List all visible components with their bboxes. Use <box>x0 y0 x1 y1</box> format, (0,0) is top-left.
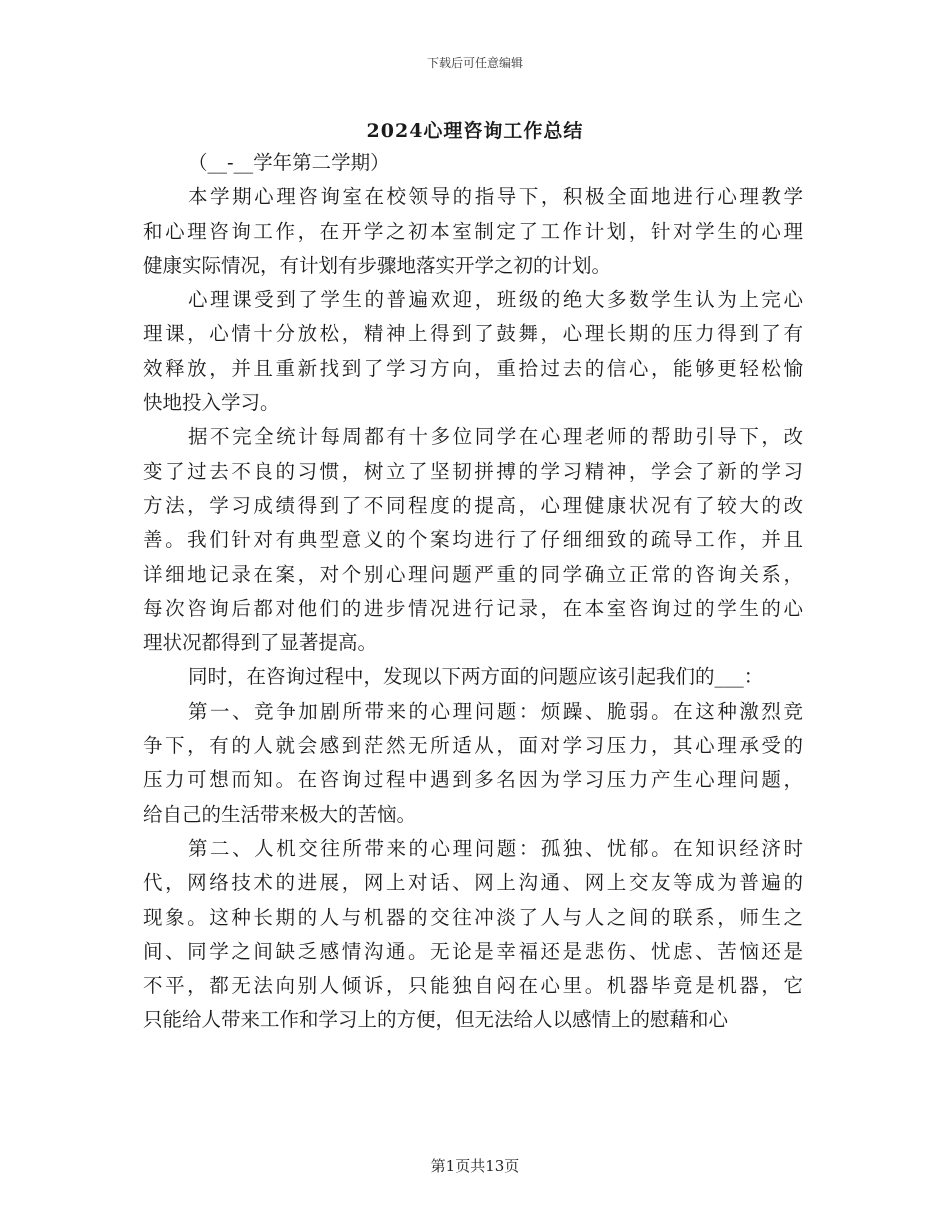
paragraph-line: 快地投入学习。 <box>143 391 280 415</box>
paragraph <box>143 695 803 832</box>
document-body <box>143 146 803 1038</box>
paragraph-line: 据不完全统计每周都有十多位同学在心理老师的帮助引导下，改 <box>188 425 803 449</box>
paragraph-line: 和心理咨询工作，在开学之初本室制定了工作计划，针对学生的心理 <box>143 219 803 243</box>
document-title: 2024心理咨询工作总结 <box>366 120 584 142</box>
paragraph-line: 健康实际情况，有计划有步骤地落实开学之初的计划。 <box>143 253 612 277</box>
paragraph-line: 方法，学习成绩得到了不同程度的提高，心理健康状况有了较大的改 <box>143 493 803 517</box>
paragraph <box>143 660 803 694</box>
paragraph-line: （__-__学年第二学期） <box>188 151 390 174</box>
paragraph-line: 压力可想而知。在咨询过程中遇到多名因为学习压力产生心理问题， <box>143 768 803 792</box>
paragraph-line: 每次咨询后都对他们的进步情况进行记录，在本室咨询过的学生的心 <box>143 596 803 620</box>
paragraph <box>143 420 803 660</box>
paragraph-line: 理课，心情十分放松，精神上得到了鼓舞，心理长期的压力得到了有 <box>143 322 803 346</box>
paragraph-line: 代，网络技术的进展，网上对话、网上沟通、网上交友等成为普遍的 <box>143 871 803 895</box>
paragraph-line: 间、同学之间缺乏感情沟通。无论是幸福还是悲伤、忧虑、苦恼还是 <box>143 939 803 963</box>
paragraph-line: 本学期心理咨询室在校领导的指导下，积极全面地进行心理教学 <box>188 185 803 209</box>
paragraph-line: 心理课受到了学生的普遍欢迎，班级的绝大多数学生认为上完心 <box>188 288 803 312</box>
paragraph-line: 效释放，并且重新找到了学习方向，重拾过去的信心，能够更轻松愉 <box>143 356 803 380</box>
paragraph-line: 争下，有的人就会感到茫然无所适从，面对学习压力，其心理承受的 <box>143 734 803 758</box>
paragraph-line: 变了过去不良的习惯，树立了坚韧拼搏的学习精神，学会了新的学习 <box>143 459 803 483</box>
paragraph <box>143 146 803 180</box>
paragraph <box>143 180 803 283</box>
paragraph-line: 只能给人带来工作和学习上的方便，但无法给人以感情上的慰藉和心 <box>143 1008 729 1032</box>
paragraph-line: 同时，在咨询过程中，发现以下两方面的问题应该引起我们的___： <box>188 665 764 689</box>
paragraph <box>143 283 803 420</box>
paragraph-line: 给自己的生活带来极大的苦恼。 <box>143 802 417 826</box>
paragraph-line: 不平，都无法向别人倾诉，只能独自闷在心里。机器毕竟是机器，它 <box>143 974 803 998</box>
paragraph-line: 第二、人机交往所带来的心理问题：孤独、忧郁。在知识经济时 <box>188 836 803 860</box>
page-footer: 第1页共13页 <box>430 1157 520 1175</box>
paragraph-line: 善。我们针对有典型意义的个案均进行了仔细细致的疏导工作，并且 <box>143 528 803 552</box>
paragraph <box>143 832 803 1038</box>
paragraph-line: 理状况都得到了显著提高。 <box>143 631 378 655</box>
header-note: 下载后可任意编辑 <box>426 56 523 70</box>
paragraph-line: 详细地记录在案，对个别心理问题严重的同学确立正常的咨询关系， <box>143 562 803 586</box>
paragraph-line: 第一、竞争加剧所带来的心理问题：烦躁、脆弱。在这种激烈竞 <box>188 699 803 723</box>
paragraph-line: 现象。这种长期的人与机器的交往冲淡了人与人之间的联系，师生之 <box>143 905 803 929</box>
